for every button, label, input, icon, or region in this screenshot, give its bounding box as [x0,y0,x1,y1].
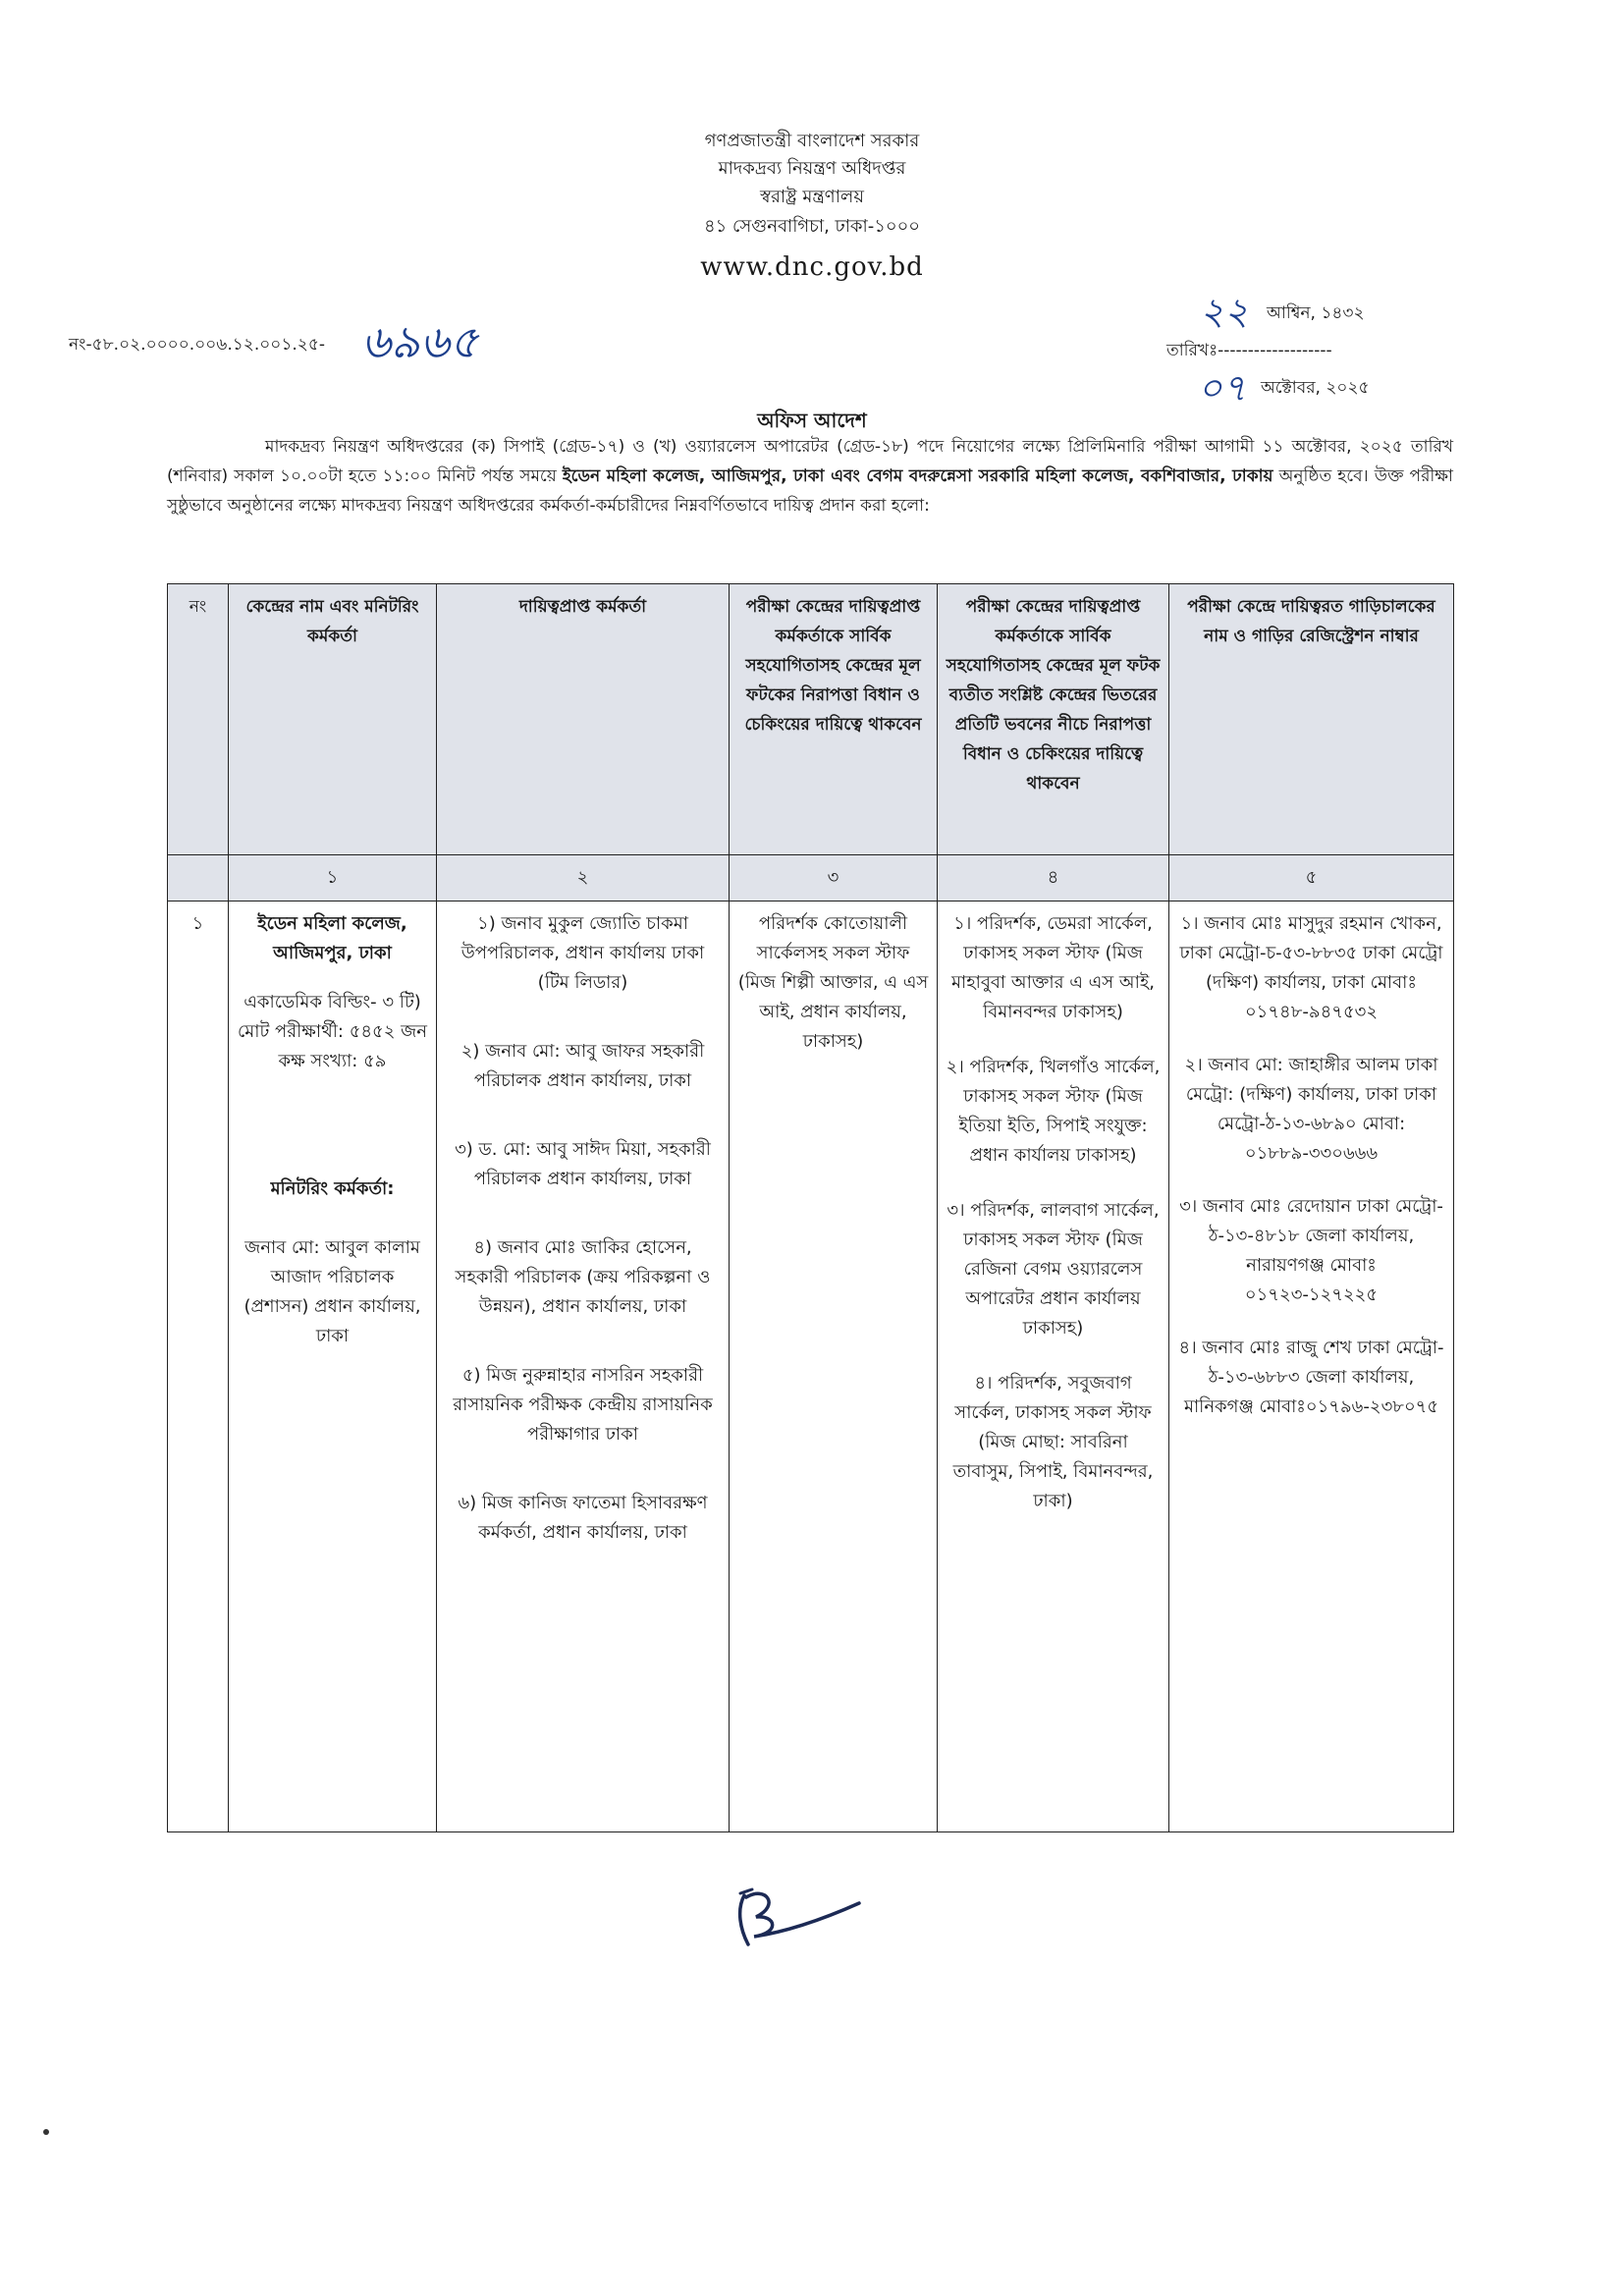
officer-4: ৪) জনাব মোঃ জাকির হোসেন, সহকারী পরিচালক (ক্রয় পরিকল্পনা ও উন্নয়ন), প্রধান কার্যালয়, ঢাকা [455,1237,711,1317]
building-security-3: ৩। পরিদর্শক, লালবাগ সার্কেল, ঢাকাসহ সকল স্টাফ (মিজ রেজিনা বেগম ওয়্যারলেস অপারেটর প্রধান কার্যালয় ঢাকাসহ) [947,1200,1160,1339]
colnum-blank [168,855,229,902]
colnum-3: ৩ [730,855,938,902]
driver-1: ১। জনাব মোঃ মাসুদুর রহমান খোকন, ঢাকা মেট্রো-চ-৫৩-৮৮৩৫ ঢাকা মেট্রো (দক্ষিণ) কার্যালয়, ঢাকা মোবাঃ ০১৭৪৮-৯৪৭৫৩২ [1179,913,1443,1022]
department-name: মাদকদ্রব্য নিয়ন্ত্রণ অধিদপ্তর [718,158,906,179]
intro-part1: মাদকদ্রব্য নিয়ন্ত্রণ অধিদপ্তরের (ক) সিপাই (গ্রেড-১৭) ও (খ) ওয়্যারলেস অপারেটর (গ্রেড-১৮) পদে নিয়োগের লক্ষ্যে প্রিলিমিনারি পরীক্ষা আগামী ১১ অক্টোবর, ২০২৫ তারিখ (শনিবার) সকাল ১০.০০টা হতে ১১:০০ মিনিট পর্যন্ত সময়ে [167,437,1453,486]
signature [727,1876,864,1954]
date-english-day: ০৭ [1198,366,1247,410]
duty-table [167,583,1454,1832]
building-security-cell [938,902,1169,1832]
header-building-security: পরীক্ষা কেন্দ্রের দায়িত্বপ্রাপ্ত কর্মকর্তাকে সার্বিক সহযোগিতাসহ কেন্দ্রের মূল ফটক ব্যতীত সংশ্লিষ্ট কেন্দ্রের ভিতরের প্রতিটি ভবনের নীচে নিরাপত্তা বিধান ও চেকিংয়ের দায়িত্বে থাকবেন [938,584,1169,855]
ref-number: নং-৫৮.০২.০০০০.০০৬.১২.০০১.২৫- [69,335,326,355]
center-cell [229,902,437,1832]
gate-security-cell: পরিদর্শক কোতোয়ালী সার্কেলসহ সকল স্টাফ (মিজ শিল্পী আক্তার, এ এস আই, প্রধান কার্যালয়, ঢাকাসহ) [730,902,938,1832]
govt-name: গণপ্রজাতন্ত্রী বাংলাদেশ সরকার [704,131,920,151]
building-security-2: ২। পরিদর্শক, খিলগাঁও সার্কেল, ঢাকাসহ সকল স্টাফ (মিজ ইতিয়া ইতি, সিপাই সংযুক্ত: প্রধান কার্যালয় ঢাকাসহ) [946,1057,1161,1166]
date-english-month: অক্টোবর, ২০২৫ [1261,378,1370,398]
table-row [168,902,1454,1832]
date-label: তারিখঃ------------------- [1166,341,1332,360]
colnum-4: ৪ [938,855,1169,902]
officer-5: ৫) মিজ নুরুন্নাহার নাসরিন সহকারী রাসায়নিক পরীক্ষক কেন্দ্রীয় রাসায়নিক পরীক্ষাগার ঢাকা [453,1365,713,1445]
center-buildings: একাডেমিক বিল্ডিং- ৩ টি) [244,992,421,1012]
colnum-2: ২ [437,855,730,902]
date-bangla-day: ২২ [1200,290,1249,333]
colnum-5: ৫ [1169,855,1454,902]
header-officers: দায়িত্বপ্রাপ্ত কর্মকর্তা [437,584,730,855]
building-security-4: ৪। পরিদর্শক, সবুজবাগ সার্কেল, ঢাকাসহ সকল স্টাফ (মিজ মোছা: সাবরিনা তাবাসুম, সিপাই, বিমানবন্দর, ঢাকা) [952,1373,1154,1511]
monitoring-officer: জনাব মো: আবুল কালাম আজাদ পরিচালক (প্রশাসন) প্রধান কার্যালয়, ঢাকা [244,1237,421,1346]
center-total-examinees: মোট পরীক্ষার্থী: ৫৪৫২ জন [237,1021,428,1042]
scan-mark [43,2129,49,2135]
drivers-cell [1169,902,1454,1832]
header-no: নং [168,584,229,855]
building-security-1: ১। পরিদর্শক, ডেমরা সার্কেল, ঢাকাসহ সকল স্টাফ (মিজ মাহাবুবা আক্তার এ এস আই, বিমানবন্দর ঢাকাসহ) [951,913,1155,1022]
driver-2: ২। জনাব মো: জাহাঙ্গীর আলম ঢাকা মেট্রো: (দক্ষিণ) কার্যালয়, ঢাকা ঢাকা মেট্রো-ঠ-১৩-৬৮৯০ মোবা: ০১৮৮৯-৩৩০৬৬৬ [1184,1055,1438,1164]
officer-2: ২) জনাব মো: আবু জাফর সহকারী পরিচালক প্রধান কার্যালয়, ঢাকা [460,1041,705,1091]
page-title: অফিস আদেশ [757,409,867,432]
colnum-1: ১ [229,855,437,902]
row-number: ১ [168,902,229,1832]
officer-1: ১) জনাব মুকুল জ্যোতি চাকমা উপপরিচালক, প্রধান কার্যালয় ঢাকা (টিম লিডার) [460,913,705,993]
officer-6: ৬) মিজ কানিজ ফাতেমা হিসাবরক্ষণ কর্মকর্তা, প্রধান কার্যালয়, ঢাকা [458,1493,708,1543]
address: ৪১ সেগুনবাগিচা, ঢাকা-১০০০ [703,216,921,237]
officer-3: ৩) ড. মো: আবু সাঈদ মিয়া, সহকারী পরিচালক প্রধান কার্যালয়, ঢাকা [455,1139,711,1189]
center-name: ইডেন মহিলা কলেজ, আজিমপুর, ঢাকা [257,913,407,963]
intro-venues: ইডেন মহিলা কলেজ, আজিমপুর, ঢাকা এবং বেগম বদরুন্নেসা সরকারি মহিলা কলেজ, বকশিবাজার, ঢাকায় [562,466,1273,486]
center-rooms: কক্ষ সংখ্যা: ৫৯ [278,1051,387,1071]
monitoring-label: মনিটরিং কর্মকর্তা: [270,1178,395,1199]
officers-cell [437,902,730,1832]
ministry-name: স্বরাষ্ট্র মন্ত্রণালয় [760,187,864,207]
intro-part2: অনুষ্ঠিত হবে। উক্ত পরীক্ষা সুষ্ঠুভাবে অনুষ্ঠানের লক্ষ্যে মাদকদ্রব্য নিয়ন্ত্রণ অধিদপ্তরের কর্মকর্তা-কর্মচারীদের নিম্নবর্ণিতভাবে দায়িত্ব প্রদান করা হলো: [167,466,1453,516]
date-bangla-month: আশ্বিন, ১৪৩২ [1267,303,1365,323]
ref-handwritten: ৬৯৬৫ [361,315,479,368]
header-center: কেন্দ্রের নাম এবং মনিটরিং কর্মকর্তা [229,584,437,855]
website: www.dnc.gov.bd [700,252,924,282]
intro-paragraph [167,432,1453,520]
table-header-row [168,584,1454,855]
table-colnum-row [168,855,1454,902]
header-gate-security: পরীক্ষা কেন্দ্রের দায়িত্বপ্রাপ্ত কর্মকর্তাকে সার্বিক সহযোগিতাসহ কেন্দ্রের মূল ফটকের নিরাপত্তা বিধান ও চেকিংয়ের দায়িত্বে থাকবেন [730,584,938,855]
driver-3: ৩। জনাব মোঃ রেদোয়ান ঢাকা মেট্রো-ঠ-১৩-৪৮১৮ জেলা কার্যালয়, নারায়ণগঞ্জ মোবাঃ ০১৭২৩-১২৭২২৫ [1179,1196,1443,1305]
driver-4: ৪। জনাব মোঃ রাজু শেখ ঢাকা মেট্রো-ঠ-১৩-৬৮৮৩ জেলা কার্যালয়, মানিকগঞ্জ মোবাঃ০১৭৯৬-২৩৮০৭৫ [1178,1338,1444,1417]
header-drivers: পরীক্ষা কেন্দ্রে দায়িত্বরত গাড়িচালকের নাম ও গাড়ির রেজিস্ট্রেশন নাম্বার [1169,584,1454,855]
